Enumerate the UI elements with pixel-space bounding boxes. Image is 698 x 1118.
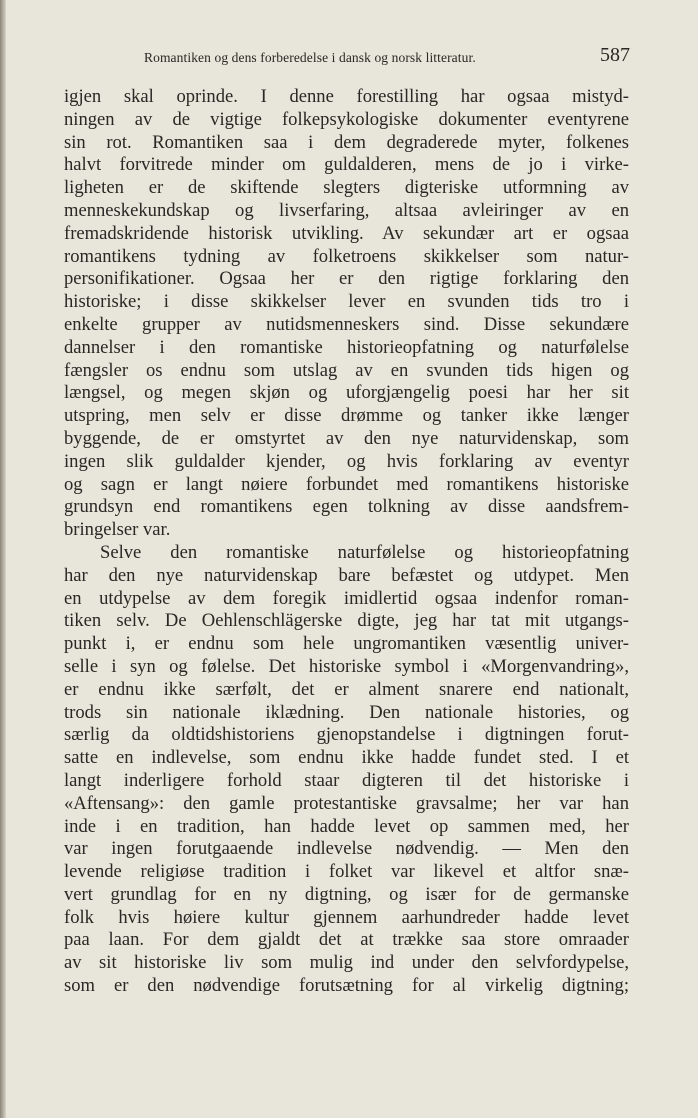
- text-line: punkt i, er endnu som hele ungromantiken væsentlig univer-: [64, 633, 629, 655]
- text-line: har den nye naturvidenskap bare befæstet og utdypet. Men: [64, 564, 629, 586]
- page-edge-shadow: [0, 0, 6, 1118]
- text-line: sin rot. Romantiken saa i dem degraderede myter, folkenes: [64, 131, 629, 153]
- text-line: bringelser var.: [64, 519, 171, 541]
- text-line: Selve den romantiske naturfølelse og historieopfatning: [100, 541, 629, 563]
- page-body-text: [64, 86, 629, 998]
- text-line: ingen slik guldalder kjender, og hvis forklaring av eventyr: [64, 450, 629, 472]
- text-line: ligheten er de skiftende slegters digteriske utformning av: [64, 177, 629, 199]
- text-line: igjen skal oprinde. I denne forestilling har ogsaa mistyd-: [64, 86, 629, 107]
- text-line: trods sin nationale iklædning. Den nationale histories, og: [64, 701, 629, 723]
- text-line: fremadskridende historisk utvikling. Av sekundær art er ogsaa: [64, 222, 629, 244]
- text-line: som er den nødvendige forutsætning for al virkelig digtning;: [64, 975, 629, 997]
- text-line: vert grundlag for en ny digtning, og især for de germanske: [64, 883, 629, 905]
- text-line: dannelser i den romantiske historieopfatning og naturfølelse: [64, 336, 629, 358]
- text-line: ningen av de vigtige folkepsykologiske dokumenter eventyrene: [64, 108, 629, 130]
- text-line: inde i en tradition, han hadde levet op sammen med, her: [64, 815, 629, 837]
- text-line: folk hvis høiere kultur gjennem aarhundreder hadde levet: [64, 906, 629, 928]
- text-line: langt inderligere forhold staar digteren til det historiske i: [64, 769, 629, 791]
- text-line: er endnu ikke særfølt, det er alment snarere end nationalt,: [64, 678, 629, 700]
- text-line: tiken selv. De Oehlenschlägerske digte, jeg har tat mit utgangs-: [64, 610, 629, 632]
- text-line: historiske; i disse skikkelser lever en svunden tids tro i: [64, 291, 629, 313]
- text-line: og sagn er langt nøiere forbundet med romantikens historiske: [64, 473, 629, 495]
- page-number: 587: [600, 44, 630, 66]
- text-line: længsel, og megen skjøn og uforgjængelig poesi har her sit: [64, 382, 629, 404]
- text-line: «Aftensang»: den gamle protestantiske gravsalme; her var han: [64, 792, 629, 814]
- text-line: av sit historiske liv som mulig ind under den selvfordypelse,: [64, 952, 629, 974]
- text-line: enkelte grupper av nutidsmenneskers sind. Disse sekundære: [64, 313, 629, 335]
- text-line: grundsyn end romantikens egen tolkning av disse aandsfrem-: [64, 496, 629, 518]
- text-line: personifikationer. Ogsaa her er den rigtige forklaring den: [64, 268, 629, 290]
- text-line: romantikens tydning av folketroens skikkelser som natur-: [64, 245, 629, 267]
- text-line: selle i syn og følelse. Det historiske symbol i «Morgenvandring»,: [64, 655, 629, 677]
- text-line: var ingen forutgaaende indlevelse nødvendig. — Men den: [64, 838, 629, 860]
- text-line: levende religiøse tradition i folket var likevel et altfor snæ-: [64, 861, 629, 883]
- text-line: menneskekundskap og livserfaring, altsaa avleiringer av en: [64, 199, 629, 221]
- text-line: fængsler os endnu som utslag av en svunden tids higen og: [64, 359, 629, 381]
- text-line: særlig da oldtidshistoriens gjenopstandelse i digtningen forut-: [64, 724, 629, 746]
- text-line: utspring, men selv er disse drømme og tanker ikke længer: [64, 405, 629, 427]
- text-line: satte en indlevelse, som endnu ikke hadde fundet sted. I et: [64, 747, 629, 769]
- text-line: en utdypelse av dem foregik imidlertid ogsaa indenfor roman-: [64, 587, 629, 609]
- text-line: paa laan. For dem gjaldt det at trække saa store omraader: [64, 929, 629, 951]
- text-line: halvt forvitrede minder om guldalderen, mens de jo i virke-: [64, 154, 629, 176]
- running-title: Romantiken og dens forberedelse i dansk og norsk litteratur.: [144, 50, 476, 65]
- text-line: byggende, de er omstyrtet av den nye naturvidenskap, som: [64, 427, 629, 449]
- page-header: [64, 44, 630, 70]
